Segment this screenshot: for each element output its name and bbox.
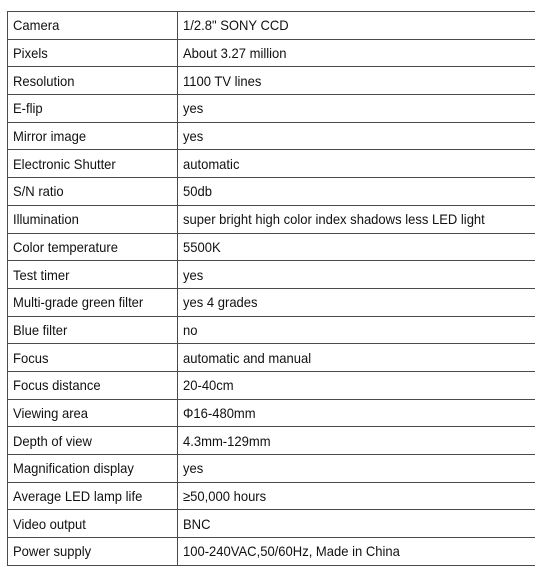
spec-value-text: yes: [183, 460, 204, 477]
spec-label: [8, 261, 178, 289]
spec-value-text: automatic and manual: [183, 349, 312, 366]
spec-value: [178, 261, 535, 289]
table-row: [8, 399, 535, 427]
spec-value: [178, 12, 535, 40]
spec-value: [178, 344, 535, 372]
table-row: [8, 233, 535, 261]
spec-value: [178, 482, 535, 510]
spec-value-text: yes: [183, 266, 204, 283]
spec-label-text: Electronic Shutter: [13, 155, 116, 172]
spec-label: [8, 233, 178, 261]
spec-value: [178, 205, 535, 233]
table-row: [8, 12, 535, 40]
spec-label: [8, 399, 178, 427]
spec-value: [178, 95, 535, 123]
spec-label-text: Viewing area: [13, 404, 89, 421]
spec-label: [8, 122, 178, 150]
spec-label: [8, 39, 178, 67]
table-row: [8, 150, 535, 178]
spec-value-text: no: [183, 321, 198, 338]
table-row: [8, 482, 535, 510]
spec-label: [8, 344, 178, 372]
spec-value-text: 50db: [183, 183, 212, 200]
spec-label-text: Resolution: [13, 72, 75, 89]
spec-value: [178, 233, 535, 261]
table-row: [8, 67, 535, 95]
spec-label: [8, 427, 178, 455]
spec-value-text: yes: [183, 128, 204, 145]
spec-value: [178, 427, 535, 455]
table-row: [8, 288, 535, 316]
spec-label-text: Focus: [13, 349, 49, 366]
spec-label-text: Focus distance: [13, 377, 101, 394]
spec-label-text: Pixels: [13, 45, 48, 62]
table-row: [8, 371, 535, 399]
spec-label: [8, 371, 178, 399]
table-row: [8, 122, 535, 150]
table-row: [8, 316, 535, 344]
spec-value: [178, 39, 535, 67]
spec-label: [8, 510, 178, 538]
spec-label: [8, 288, 178, 316]
spec-label: [8, 205, 178, 233]
spec-label: [8, 12, 178, 40]
spec-value-text: 100-240VAC,50/60Hz, Made in China: [183, 543, 400, 560]
spec-value: [178, 122, 535, 150]
spec-label-text: Power supply: [13, 543, 92, 560]
spec-label-text: S/N ratio: [13, 183, 64, 200]
spec-value-text: automatic: [183, 155, 240, 172]
spec-table-body: [8, 12, 535, 566]
spec-label: [8, 316, 178, 344]
table-row: [8, 510, 535, 538]
spec-value: [178, 288, 535, 316]
spec-label-text: Multi-grade green filter: [13, 294, 144, 311]
spec-label: [8, 178, 178, 206]
table-row: [8, 39, 535, 67]
spec-label-text: Camera: [13, 17, 60, 34]
spec-value: [178, 455, 535, 483]
spec-label-text: Video output: [13, 515, 86, 532]
spec-value-text: 1100 TV lines: [183, 72, 262, 89]
spec-value: [178, 316, 535, 344]
spec-label-text: Depth of view: [13, 432, 92, 449]
spec-value-text: About 3.27 million: [183, 45, 287, 62]
spec-value: [178, 67, 535, 95]
table-row: [8, 95, 535, 123]
spec-label-text: Magnification display: [13, 460, 134, 477]
spec-label-text: Blue filter: [13, 321, 68, 338]
spec-value-text: Φ16-480mm: [183, 404, 256, 421]
spec-value-text: 5500K: [183, 238, 221, 255]
spec-label-text: Color temperature: [13, 238, 118, 255]
table-row: [8, 455, 535, 483]
table-row: [8, 344, 535, 372]
spec-label: [8, 67, 178, 95]
spec-value: [178, 399, 535, 427]
spec-value-text: yes: [183, 100, 204, 117]
table-row: [8, 261, 535, 289]
spec-value-text: 1/2.8" SONY CCD: [183, 17, 289, 34]
table-row: [8, 538, 535, 566]
spec-value: [178, 510, 535, 538]
spec-label-text: E-flip: [13, 100, 43, 117]
spec-value-text: yes 4 grades: [183, 294, 258, 311]
spec-value-text: BNC: [183, 515, 211, 532]
spec-label-text: Average LED lamp life: [13, 488, 143, 505]
spec-label-text: Mirror image: [13, 128, 87, 145]
table-row: [8, 427, 535, 455]
spec-value-text: ≥50,000 hours: [183, 488, 267, 505]
table-row: [8, 205, 535, 233]
spec-label: [8, 150, 178, 178]
spec-value-text: 20-40cm: [183, 377, 234, 394]
spec-value: [178, 538, 535, 566]
spec-value: [178, 150, 535, 178]
spec-label: [8, 455, 178, 483]
spec-value-text: 4.3mm-129mm: [183, 432, 271, 449]
spec-label: [8, 482, 178, 510]
spec-table: [7, 11, 535, 566]
spec-label: [8, 538, 178, 566]
spec-value: [178, 371, 535, 399]
table-row: [8, 178, 535, 206]
spec-label-text: Test timer: [13, 266, 70, 283]
spec-label-text: Illumination: [13, 211, 79, 228]
spec-label: [8, 95, 178, 123]
spec-value-text: super bright high color index shadows less LED light: [183, 211, 485, 228]
spec-value: [178, 178, 535, 206]
